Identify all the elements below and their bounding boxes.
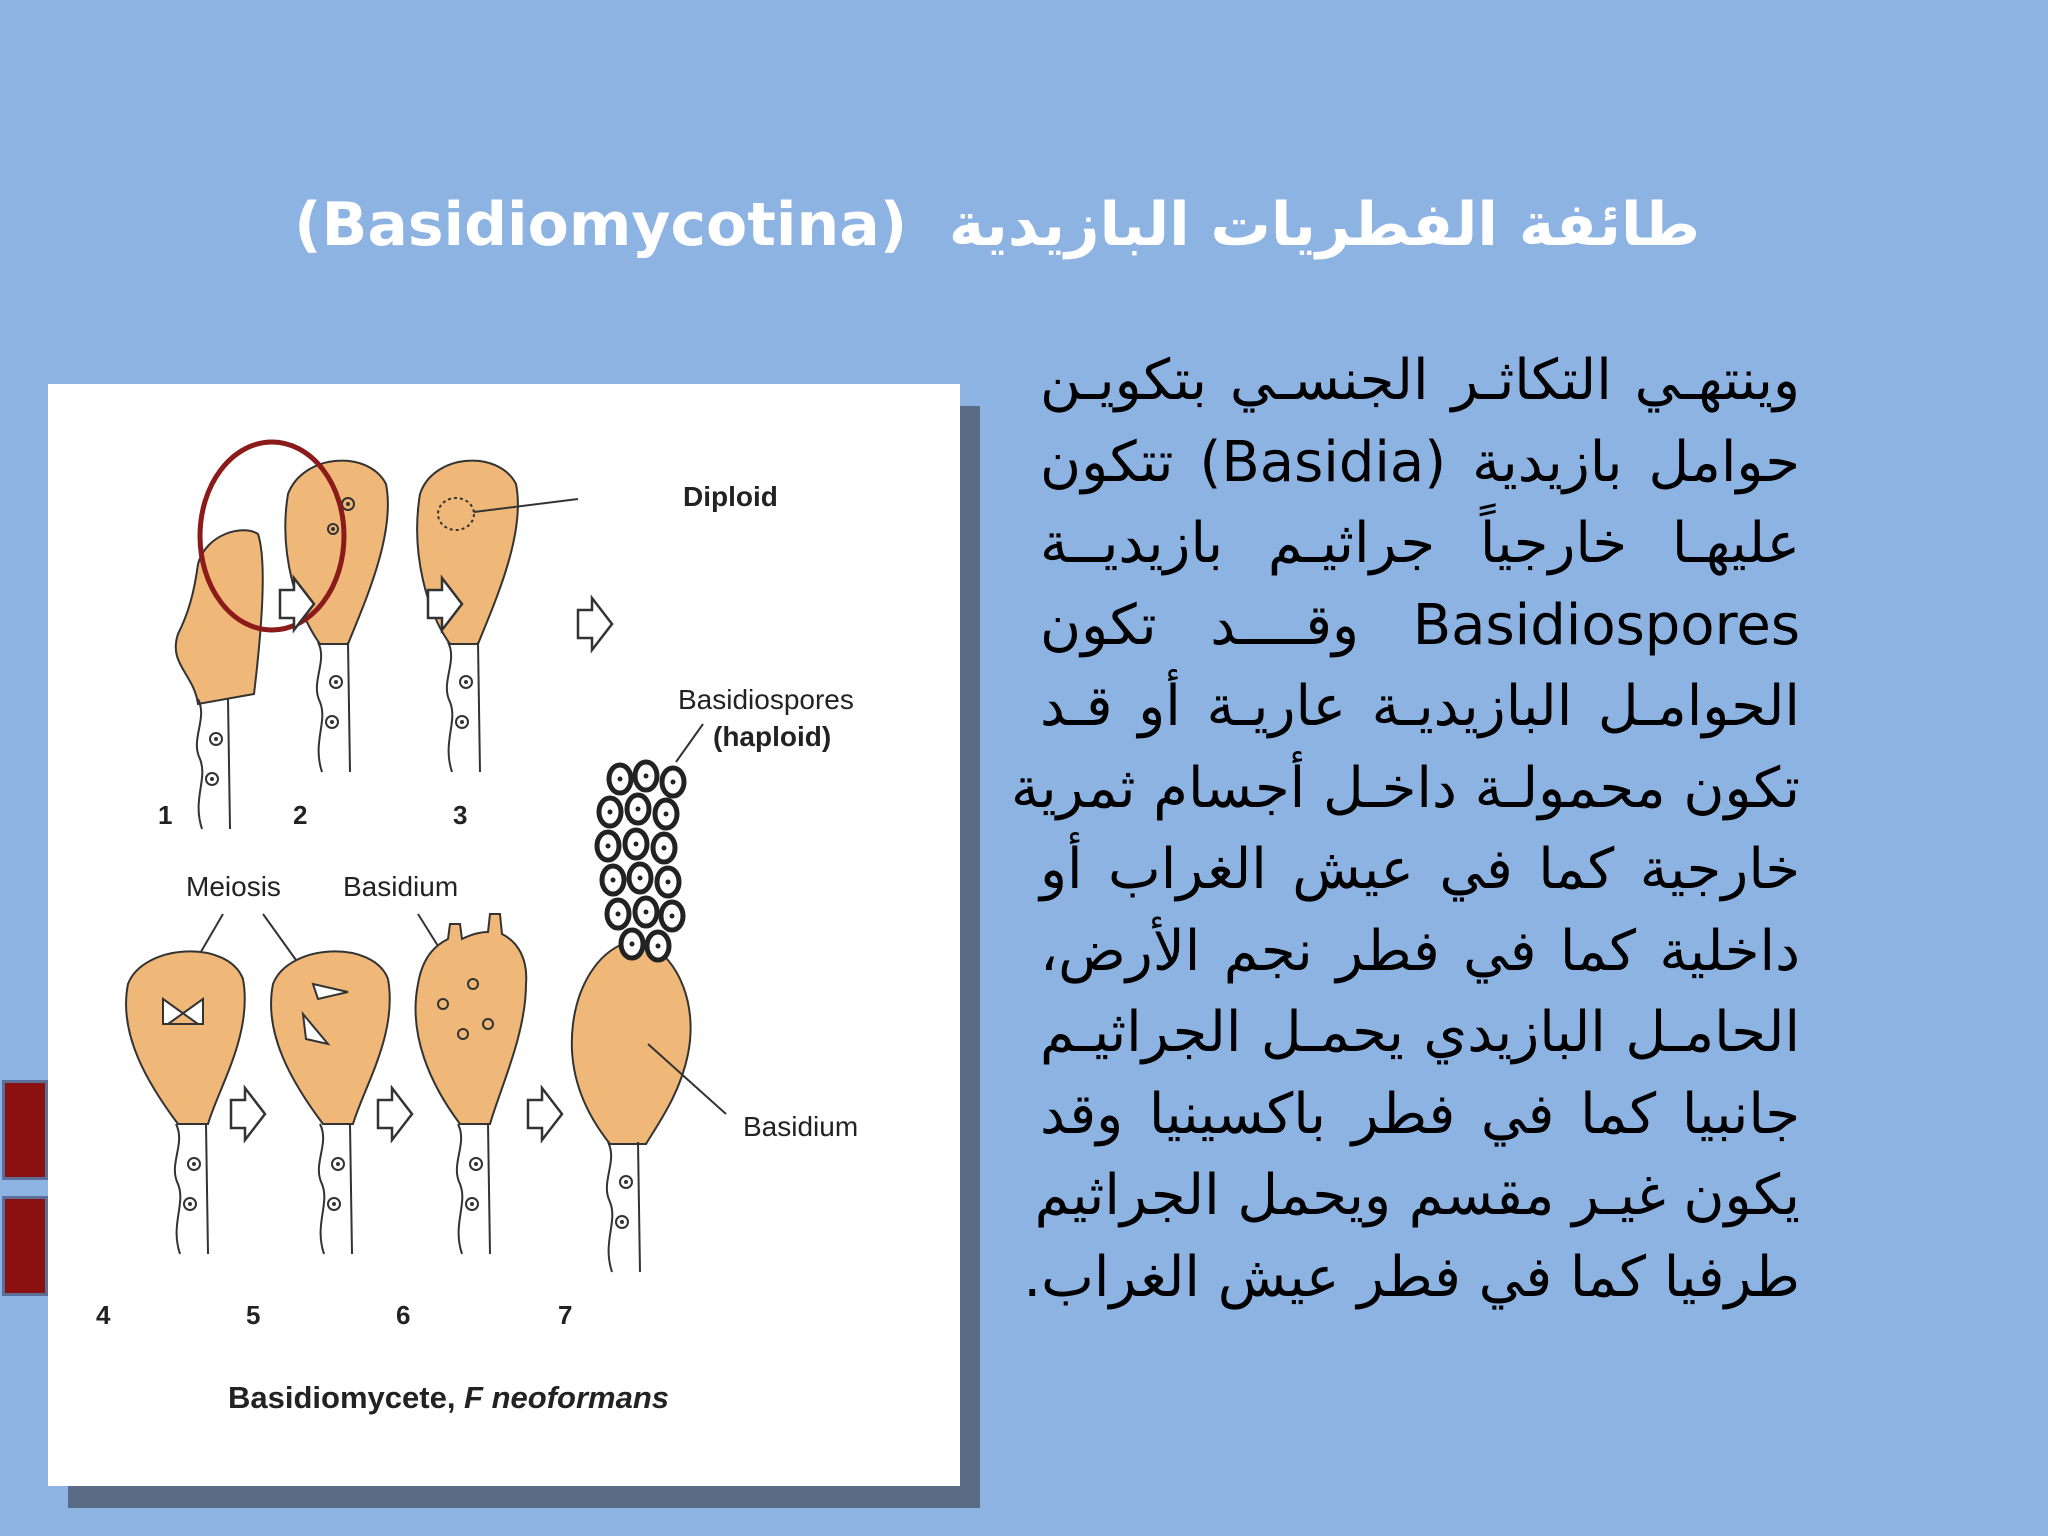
step-number: 3 <box>453 800 468 830</box>
step-number: 1 <box>158 800 173 830</box>
body-text <box>1011 340 1800 1318</box>
stage-6-cell <box>416 914 527 1254</box>
figure-caption <box>228 1380 669 1415</box>
body-line: الحامـل البازيدي يحمـل الجراثيـم <box>1040 1000 1800 1065</box>
step-number: 5 <box>246 1300 261 1330</box>
step-number: 7 <box>558 1300 573 1330</box>
slide-title <box>294 170 1700 280</box>
label-meiosis: Meiosis <box>186 871 281 902</box>
title-arabic: طائفة الفطريات البازيدية <box>948 190 1700 260</box>
body-line: عليهـا خارجياً جراثيـم بازيديــة <box>1040 511 1800 576</box>
body-line: وينتهـي التكاثـر الجنسـي بتكويـن <box>1040 348 1800 413</box>
nav-button-previous[interactable] <box>2 1080 48 1180</box>
basidiospore-cluster <box>597 762 684 960</box>
step-number: 4 <box>96 1300 111 1330</box>
body-line: داخلية كما في فطر نجم الأرض، <box>1040 918 1800 984</box>
caption-main: Basidiomycete, <box>228 1380 465 1415</box>
body-line: طرفيا كما في فطر عيش الغراب. <box>1023 1244 1800 1310</box>
step-number: 2 <box>293 800 308 830</box>
step-number: 6 <box>396 1300 411 1330</box>
body-line: يكون غيـر مقسم ويحمل الجراثيم <box>1034 1163 1800 1228</box>
caption-species: F neoformans <box>464 1380 670 1415</box>
label-basidium-top: Basidium <box>343 871 459 902</box>
title-latin: (Basidiomycotina) <box>294 190 908 260</box>
stage-5-cell <box>271 951 390 1254</box>
body-line: Basidiospores وقــــد تكون <box>1040 592 1800 658</box>
body-line: حوامل بازيدية (Basidia) تتكون <box>1040 429 1800 495</box>
body-line: خارجية كما في عيش الغراب أو <box>1040 837 1800 902</box>
label-basidiospores: Basidiospores <box>678 684 854 715</box>
nav-button-next[interactable] <box>2 1196 48 1296</box>
body-line: جانبيا كما في فطر باكسينيا وقد <box>1040 1081 1800 1147</box>
stage-7-cell <box>572 762 726 1272</box>
body-line: الحوامـل البازيديـة عاريـة أو قـد <box>1040 674 1800 739</box>
basidium-diagram <box>48 384 960 1486</box>
body-line: تكون محمولـة داخـل أجسام ثمرية <box>1011 755 1800 821</box>
label-haploid: (haploid) <box>713 721 832 752</box>
label-diploid: Diploid <box>683 481 778 512</box>
stage-4-cell <box>126 951 245 1254</box>
stage-1-cell <box>176 530 263 829</box>
label-basidium-right: Basidium <box>743 1111 859 1142</box>
